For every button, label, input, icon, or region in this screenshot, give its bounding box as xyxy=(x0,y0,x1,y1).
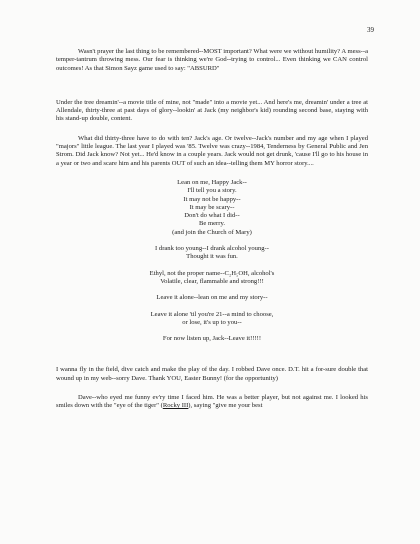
poem-line: It may not be happy-- xyxy=(183,195,241,203)
poem-line: For now listen up, Jack--Leave it!!!!! xyxy=(162,335,262,343)
poem-line: Volatile, clear, flammable and strong!!! xyxy=(160,277,264,285)
poem-stanza-4 xyxy=(56,294,368,302)
poem-line: Leave it alone 'til you're 21--a mind to choose, xyxy=(150,310,274,318)
paragraph-prayer: Wasn't prayer the last thing to be remembered--MOST important? What were we without humility? A mess--a temper-tantrum throwing mess. Our fear is thinking we're God--trying to control... Even thinking we CAN control outcomes! As that Simon Sayz game used to say: "ABSURD" xyxy=(56,48,368,72)
page-number: 39 xyxy=(367,26,374,34)
poem-stanza-5 xyxy=(56,311,368,328)
poem-line: (and join the Church of Mary) xyxy=(172,228,252,236)
poem-line: Leave it alone--lean on me and my story-- xyxy=(156,294,268,302)
poem-line: I'll tell you a story. xyxy=(187,187,237,195)
movie-title-rocky-iii: Rocky III xyxy=(162,402,189,410)
section-gap xyxy=(56,351,368,366)
section-gap xyxy=(56,84,368,99)
paragraph-under-the-tree: Under the tree dreamin'--a movie title of mine, not "made" into a movie yet... And here's me, dreamin' under a tree at Allendale, thirty-three at past days of glory--lookin' at Jack (my neighbor's kid) rounding second base, staying with his stand-up double, content. xyxy=(56,98,368,123)
paragraph-dave-text: Dave--who eyed me funny ev'ry time I faced him. He was a better player, but not against me. I looked his smiles down with the "eye of the tiger" ( xyxy=(56,394,368,410)
poem-line: Ethyl, not the proper name--C₂H₅OH, alcohol's xyxy=(149,269,275,277)
poem-line: I drank too young--I drank alcohol young-- xyxy=(155,245,269,253)
poem-line: Thought it was fun. xyxy=(186,253,238,261)
poem-line: Be merry. xyxy=(199,220,225,228)
poem-stanza-3 xyxy=(56,270,368,287)
paragraph-dave-text-end: ), saying "give me your best xyxy=(188,402,263,410)
poem-stanza-2 xyxy=(56,245,368,262)
page-body xyxy=(56,48,368,419)
poem-stanza-6 xyxy=(56,335,368,343)
paragraph-thirty-three: What did thirty-three have to do with ten? Jack's age. Or twelve--Jack's number and my age when I played "majors" little league. The last year I played was '85. Twelve was crazy--1984, Tenderness by General Public and Jen Strom. Did Jack know? Not yet... He'd know in a couple years. Jack would not get drunk, 'cause I'll go to his house in a year or two and scare him and his parents OUT of such an idea--telling them MY horror story.... xyxy=(56,134,368,167)
poem-line: It may be scary-- xyxy=(189,203,235,211)
poem-line: Don't do what I did-- xyxy=(184,212,240,220)
paragraph-fly-in-field: I wanna fly in the field, dive catch and make the play of the day. I robbed Dave once. D.T. hit a for-sure double that wound up in my web--sorry Dave. Thank YOU, Easter Bunny! (for the opportunity) xyxy=(56,366,368,382)
poem-line: or lose, it's up to you-- xyxy=(182,318,242,326)
poem-line: Lean on me, Happy Jack-- xyxy=(177,178,247,186)
paragraph-dave xyxy=(56,394,368,411)
poem-stanza-1 xyxy=(56,179,368,237)
